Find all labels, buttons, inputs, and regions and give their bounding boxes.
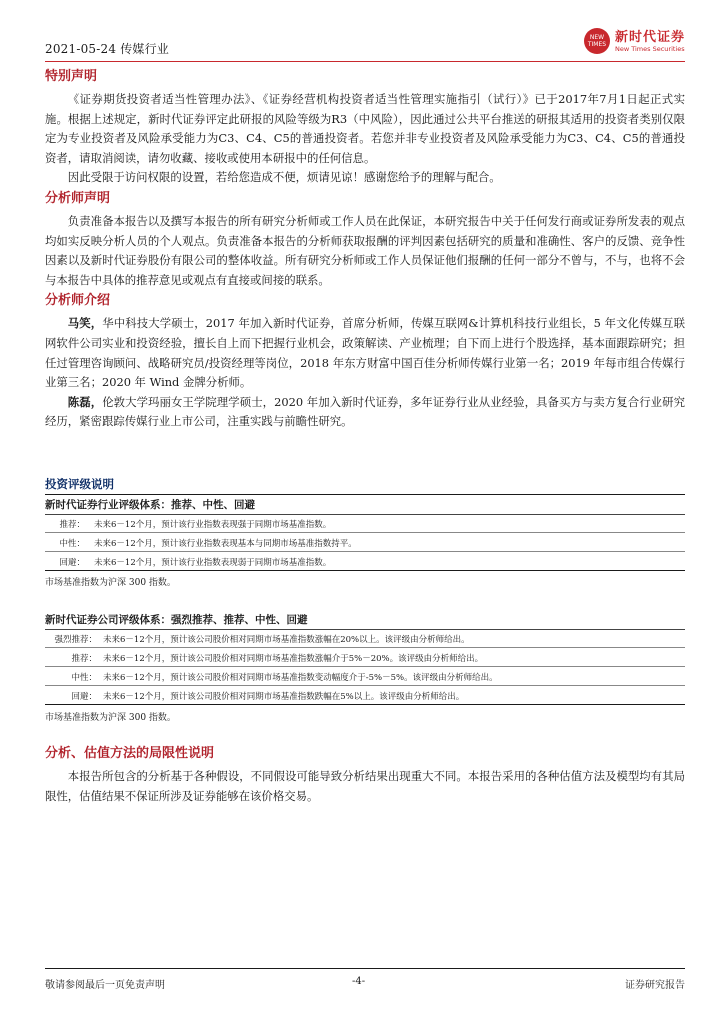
header-date-section: 2021-05-24 传媒行业 — [45, 42, 170, 56]
footer-disclaimer-note: 敬请参阅最后一页免责声明 — [45, 980, 165, 991]
rating-section-title: 投资评级说明 — [45, 477, 114, 491]
limitations-section — [45, 745, 685, 806]
industry-rating-label: 回避： — [59, 558, 85, 568]
logo-chinese-name: 新时代证券 — [614, 29, 685, 45]
analyst-name-ma: 马笑， — [67, 316, 103, 331]
footer-divider — [45, 968, 685, 969]
company-rating-subtitle: 新时代证券公司评级体系：强烈推荐、推荐、中性、回避 — [45, 614, 308, 626]
company-logo — [584, 27, 685, 55]
industry-rating-label: 中性： — [59, 539, 85, 549]
company-rating-row — [45, 629, 685, 648]
company-rating-row — [45, 667, 685, 686]
special-statement-title: 特别声明 — [45, 69, 98, 84]
special-statement-paragraph-2: 因此受限于访问权限的设置，若给您造成不便，烦请见谅！感谢您给予的理解与配合。 — [67, 170, 501, 185]
industry-rating-note: 市场基准指数为沪深 300 指数。 — [45, 578, 176, 588]
analyst-intro-title: 分析师介绍 — [45, 293, 111, 309]
special-statement-paragraph-1: 《证券期货投资者适当性管理办法》、《证券经营机构投资者适当性管理实施指引（试行）》已于2017年7月1日起正式实施。根据上述规定，新时代证券评定此研报的风险等级为R3（中风险），因此通过公共平台推送的研报其适用的投资者类别仅限定为专业投资者及风险承受能力为C3、C4、C5的普通投资者。若您并非专业投资者及风险承受能力为C3、C4、C5的普通投资者，请取消阅读，请勿收藏、接收或使用本研报中的任何信息。 — [45, 92, 685, 165]
industry-rating-label: 推荐： — [59, 520, 85, 530]
page-header — [45, 27, 685, 59]
company-rating-label: 回避： — [71, 692, 97, 702]
rating-title-rule — [45, 494, 685, 495]
company-rating-row — [45, 648, 685, 667]
analyst-bio-chen — [45, 393, 685, 432]
industry-rating-desc: 未来6－12个月，预计该行业指数表现强于同期市场基准指数。 — [94, 520, 332, 530]
analyst-statement-paragraph: 负责准备本报告以及撰写本报告的所有研究分析师或工作人员在此保证，本研究报告中关于任何发行商或证券所发表的观点均如实反映分析人员的个人观点。负责准备本报告的分析师获取报酬的评判因素包括研究的质量和准确性、客户的反馈、竞争性因素以及新时代证券股份有限公司的整体收益。所有研究分析师或工作人员保证他们报酬的任何一部分不曾与，不与，也将不会与本报告中具体的推荐意见或观点有直接或间接的联系。 — [45, 213, 685, 287]
company-rating-row — [45, 686, 685, 705]
page-number: -4- — [352, 976, 366, 987]
analyst-bio-ma — [45, 314, 685, 392]
company-rating-label: 强烈推荐： — [54, 635, 97, 645]
analyst-bio-text-ma: 华中科技大学硕士，2017 年加入新时代证券，首席分析师，传媒互联网&计算机科技行业组长，5 年文化传媒互联网软件公司实业和投资经验，擅长自上而下把握行业机会，政策解读、产业梳理；自下而上进行个股选择，基本面跟踪研究；担任过管理咨询顾问、战略研究员/投资经理等岗位，2018 年东方财富中国百佳分析师传媒行业第一名；2019 年每市组合传媒行业第三名；2020 年 Wind 金牌分析师。 — [45, 316, 685, 390]
logo-mark-icon: NEW TIMES — [584, 28, 610, 54]
company-rating-desc: 未来6－12个月，预计该公司股价相对同期市场基准指数跌幅在5%以上。该评级由分析师给出。 — [103, 692, 465, 702]
main-content — [45, 68, 685, 432]
company-rating-note: 市场基准指数为沪深 300 指数。 — [45, 713, 176, 723]
analyst-bio-text-chen: 伦敦大学玛丽女王学院理学硕士，2020 年加入新时代证券，多年证券行业从业经验，具备买方与卖方复合行业研究经历，紧密跟踪传媒行业上市公司，注重实践与前瞻性研究。 — [45, 394, 685, 429]
limitations-paragraph: 本报告所包含的分析基于各种假设，不同假设可能导致分析结果出现重大不同。本报告采用的各种估值方法及模型均有其局限性，估值结果不保证所涉及证券能够在该价格交易。 — [45, 769, 685, 803]
company-rating-desc: 未来6－12个月，预计该公司股价相对同期市场基准指数变动幅度介于-5%－5%。该评级由分析师给出。 — [103, 673, 498, 683]
analyst-statement-title: 分析师声明 — [45, 190, 111, 206]
company-rating-label: 推荐： — [71, 654, 97, 664]
industry-rating-row — [45, 514, 685, 533]
industry-rating-row — [45, 533, 685, 552]
industry-rating-subtitle: 新时代证券行业评级体系：推荐、中性、回避 — [45, 499, 255, 511]
company-rating-label: 中性： — [71, 673, 97, 683]
industry-rating-desc: 未来6－12个月，预计该行业指数表现弱于同期市场基准指数。 — [94, 558, 332, 568]
industry-rating-row — [45, 552, 685, 571]
header-divider — [45, 61, 685, 62]
footer-report-type: 证券研究报告 — [625, 980, 685, 991]
company-rating-desc: 未来6－12个月，预计该公司股价相对同期市场基准指数涨幅在20%以上。该评级由分析师给出。 — [103, 635, 470, 645]
industry-rating-desc: 未来6－12个月，预计该行业指数表现基本与同期市场基准指数持平。 — [94, 539, 357, 549]
logo-english-name: New Times Securities — [614, 44, 685, 53]
analyst-name-chen: 陈磊， — [67, 394, 103, 409]
limitations-title: 分析、估值方法的局限性说明 — [45, 746, 215, 761]
company-rating-desc: 未来6－12个月，预计该公司股价相对同期市场基准指数涨幅介于5%－20%。该评级由分析师给出。 — [103, 654, 484, 664]
